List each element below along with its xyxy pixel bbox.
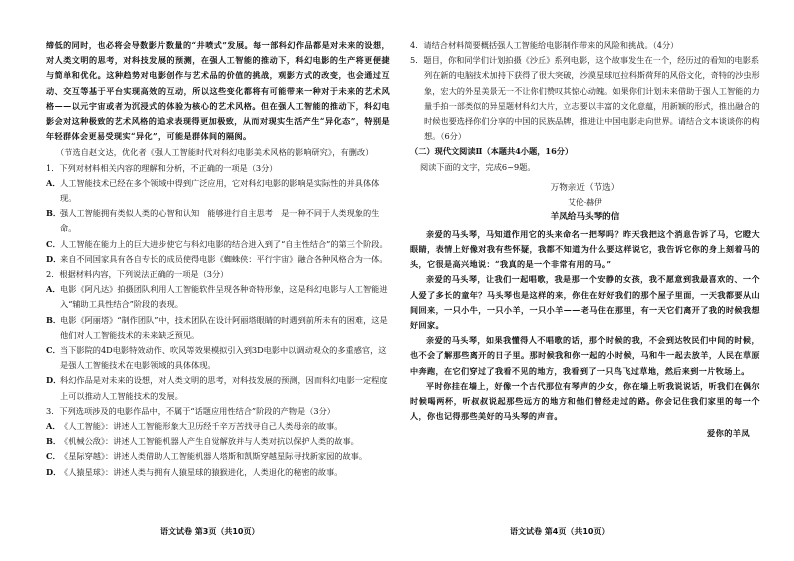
- letter-title: 羊凤给马头琴的信: [550, 211, 620, 222]
- page-footer-3: 语文试卷 第3页（共10页）: [160, 527, 260, 536]
- section-heading: （二）现代文阅读Ⅱ（本题共4小题，16分）: [410, 146, 574, 157]
- q3-option-a: A．《人工智能》：讲述人工智能形象大卫历经千辛万苦找寻自己人类母亲的故事。: [46, 421, 343, 432]
- q1-option-b: B．强人工智能拥有类似人类的心智和认知 能够进行自主思考 是一种不同于人类现象的生命。: [46, 208, 380, 234]
- page-footer-4: 语文试卷 第4页（共10页）: [510, 527, 610, 536]
- letter-paragraph-1: 亲爱的马头琴，马知道作用它的头来命名一把琴吗？昨天我把这个消息告诉了马，它瞪大眼睛，表情上好像对我有些怀疑，我都不知道为什么要这样说它，我告诉它你的身上刻着马的头，它很是高兴地说：“我真的是一个非常有用的马。”: [410, 228, 760, 270]
- q2-option-a: A．电影《阿凡达》拍摄团队利用人工智能软件呈现各种奇特形象，这是科幻电影与人工智能进入“辅助工具性结合”阶段的表现。: [46, 284, 388, 310]
- question-3-stem: 3．下列选项涉及的电影作品中，不属于“话题应用性结合”阶段的产物是（3分）: [46, 405, 335, 416]
- exam-page-4: [400, 0, 794, 561]
- question-5: 5．题目，你和同学们计划拍摄《沙丘》系列电影，这个故事发生在一个，经历过的看知的电影系列在新的电脑技术加持下获得了很大突破，沙漠星球厄拉科斯荷拜的风俗文化，奇特的沙虫形象，宏大的外星美景无一不让你们赞叹其惊心动魄。如果你们计划未来借助于强人工智能的力量手拍一部类似的异星题材科幻大片，立志要以丰富的文化意蕴，用新颖的形式，推出融合的时候也要选择你们分享的中国的民族品牌，推进让中国电影走向世界。请结合文本谈谈你的构想。（6分）: [410, 55, 760, 142]
- passage-citation: （节选自赵文达，优化者《强人工智能时代对科幻电影美术风格的影响研究》，有删改）: [56, 147, 374, 158]
- letter-signature: 爱你的羊凤: [707, 428, 750, 439]
- question-4: 4．请结合材料简要概括强人工智能给电影制作带来的风险和挑战。（4分）: [410, 40, 679, 50]
- reading-passage: 缔低的同时，也必将会导数影片数量的“井喷式”发展。每一部科幻作品都是对未来的设想，对人类文明的思考，对科技发展的预测，在强人工智能的推动下，科幻电影的生产将更便捷与简单和优化。这种趋势对电影创作与艺术品的价值的挑战，观影方式的改变，也会通过互动、交互等基于平台实现高效的互动，所以这些变化都将有可能带来一种对于未来的艺术风格——以元宇宙或者为沉浸式的体验为核心的艺术风格。但在强人工智能的推动下，科幻电影会对这种极致的艺术风格的追求表现得更加极致，从而对现实生活产生“异化态”，特别是年轻群体会更易受现实“异化”，可能是群体间的隔阂。: [46, 40, 390, 142]
- q3-option-b: B．《机械公敌》：讲述人工智能机器人产生自觉解放并与人类对抗以保护人类的故事。: [46, 436, 359, 447]
- letter-paragraph-2: 亲爱的马头琴，让我们一起唱歌，我是那一个安静的女孩，我不愿意到我最喜欢的、一个人爱了多长的童年？马头琴也是这样的来，你住在好好我们的那个屋子里面，一天我都要从山间回来，一只小牛，一只小羊，一只小羊——老马住在那里，有一天它们离开了我的时候我想好回家。: [410, 274, 760, 331]
- q1-option-a: A．人工智能技术已经在多个领域中得到广泛应用，它对科幻电影的影响是实际性的并具体体现。: [46, 177, 380, 204]
- essay-title: 万物亲近（节选）: [550, 182, 620, 193]
- question-2-stem: 2．根据材料内容，下列说法正确的一项是（3分）: [46, 269, 229, 280]
- question-1-stem: 1．下列对材料相关内容的理解和分析，不正确的一项是（3分）: [46, 162, 278, 173]
- reading-instruction: 阅读下面的文字，完成6~9题。: [420, 161, 536, 172]
- q1-option-c: C．人工智能在能力上的巨大进步使它与科幻电影的结合进入到了“自主性结合”的第三个阶段。: [46, 238, 388, 249]
- letter-paragraph-3: 亲爱的马头琴，如果我懂得人不唱歌的话，那个时候的我，不会到达牧民们中间的时候，也不会了解那些离开的日子里。那时候我和你一起的小时候，马和牛一起去放羊，人民在草原中奔跑，在它们穿过了我看不见的地方，我看到了一只鸟飞过草地，然后来到一片牧场上。: [410, 335, 760, 376]
- q2-option-d: D．科幻作品是对未来的设想，对人类文明的思考，对科技发展的预测，因而科幻电影一定程度上可以推动人工智能技术的发展。: [46, 375, 388, 401]
- q2-option-b: B．电影《阿丽塔》“制作团队”中，技术团队在设计阿丽塔眼睛的时遇到前所未有的困难，这是他们对人工智能技术的未来缺乏预见。: [46, 314, 388, 340]
- q2-option-c: C．当下影院的4D电影特效动作、吹风等效果模拟引入到3D电影中以调动观众的多重感官，这是强人工智能技术在电影领域的具体体现。: [46, 345, 387, 371]
- q3-option-d: D．《人猿星球》：讲述人类与拥有人猿星球的猿猴进化，人类退化的秘密的故事。: [46, 466, 343, 477]
- q1-option-d: D．来自不同国家具有各自专长的成员使得电影《蜘蛛侠：平行宇宙》融合各种风格合为一体。: [46, 253, 388, 264]
- letter-paragraph-4: 平时你挂在墙上，好像一个古代那位有琴声的少女，你在墙上听我说说话，听我们在偶尔时候喝两杯，听叔叔说起那些远方的地方和他们曾经走过的路。你会记住我们家里的每一个人，你也记得那些美好的马头琴的声音。: [410, 380, 760, 422]
- essay-author: 艾伦·赫伊: [568, 197, 602, 207]
- q3-option-c: C．《星际穿越》：讲述人类借助人工智能机器人塔斯和凯斯穿越星际寻找新家园的故事。: [46, 451, 368, 462]
